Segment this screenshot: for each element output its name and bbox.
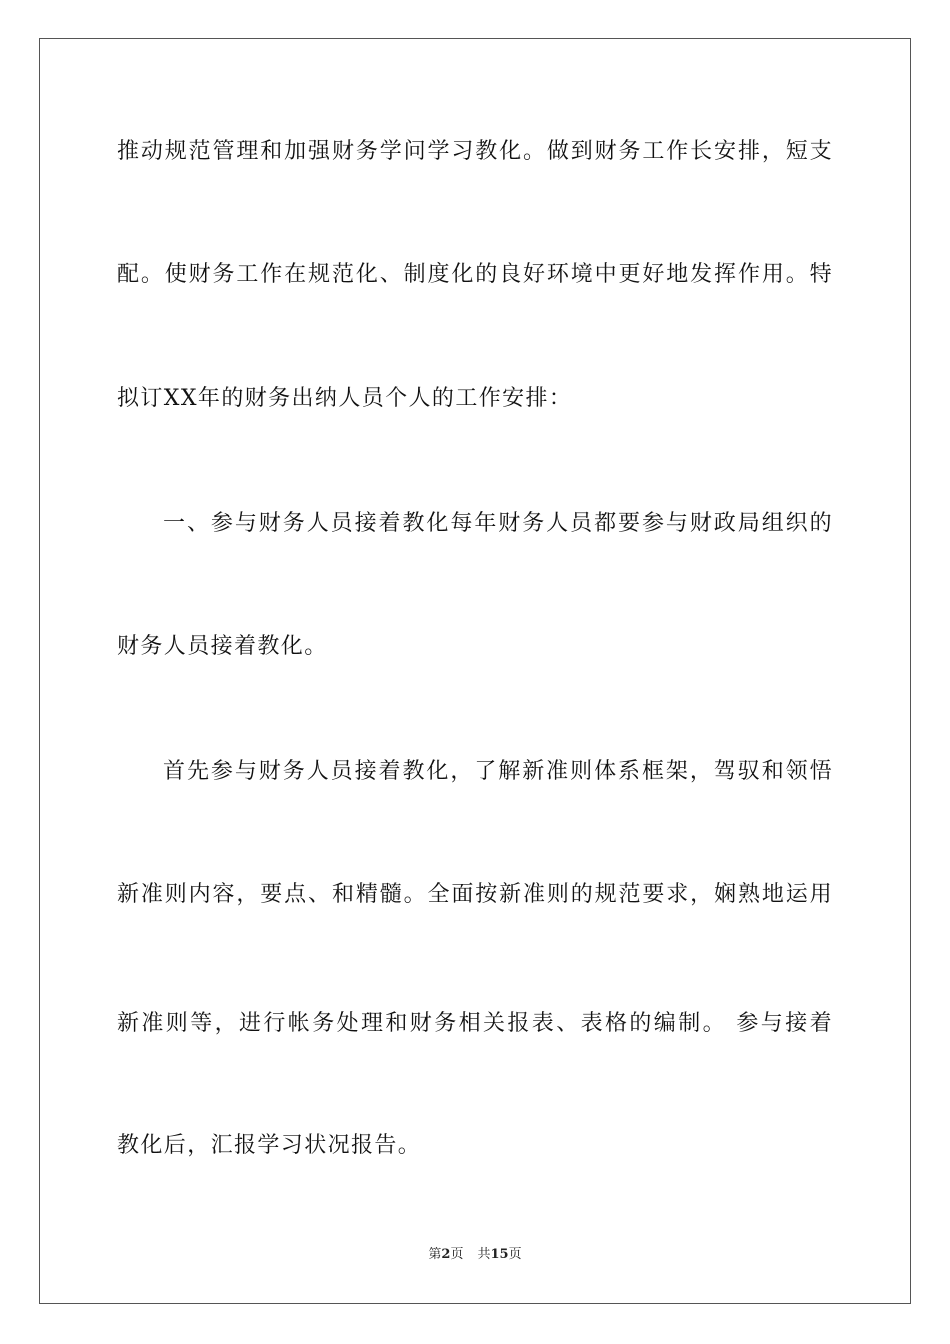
body-line-6: 首先参与财务人员接着教化，了解新准则体系框架，驾驭和领悟: [163, 759, 833, 784]
footer-page-current: 2: [441, 1247, 451, 1262]
body-line-7: 新准则内容，要点、和精髓。全面按新准则的规范要求，娴熟地运用: [117, 882, 833, 907]
page-footer: [0, 1246, 950, 1264]
body-line-4: 一、参与财务人员接着教化每年财务人员都要参与财政局组织的: [163, 511, 833, 536]
body-line-1: 推动规范管理和加强财务学问学习教化。做到财务工作长安排，短支: [117, 139, 833, 164]
footer-page-suffix: 页: [450, 1247, 464, 1262]
page-frame: [39, 38, 911, 1304]
body-line-9: 教化后，汇报学习状况报告。: [117, 1133, 422, 1158]
footer-page-prefix: 第: [428, 1247, 442, 1262]
body-line-8: 新准则等，进行帐务处理和财务相关报表、表格的编制。 参与接着: [117, 1011, 833, 1036]
footer-total-suffix: 页: [508, 1247, 522, 1262]
footer-total-prefix: 共: [477, 1247, 491, 1262]
body-line-3: 拟订XX年的财务出纳人员个人的工作安排：: [117, 386, 573, 411]
footer-page-total: 15: [490, 1247, 509, 1262]
body-line-2: 配。使财务工作在规范化、制度化的良好环境中更好地发挥作用。特: [117, 262, 833, 287]
body-line-5: 财务人员接着教化。: [117, 634, 328, 659]
